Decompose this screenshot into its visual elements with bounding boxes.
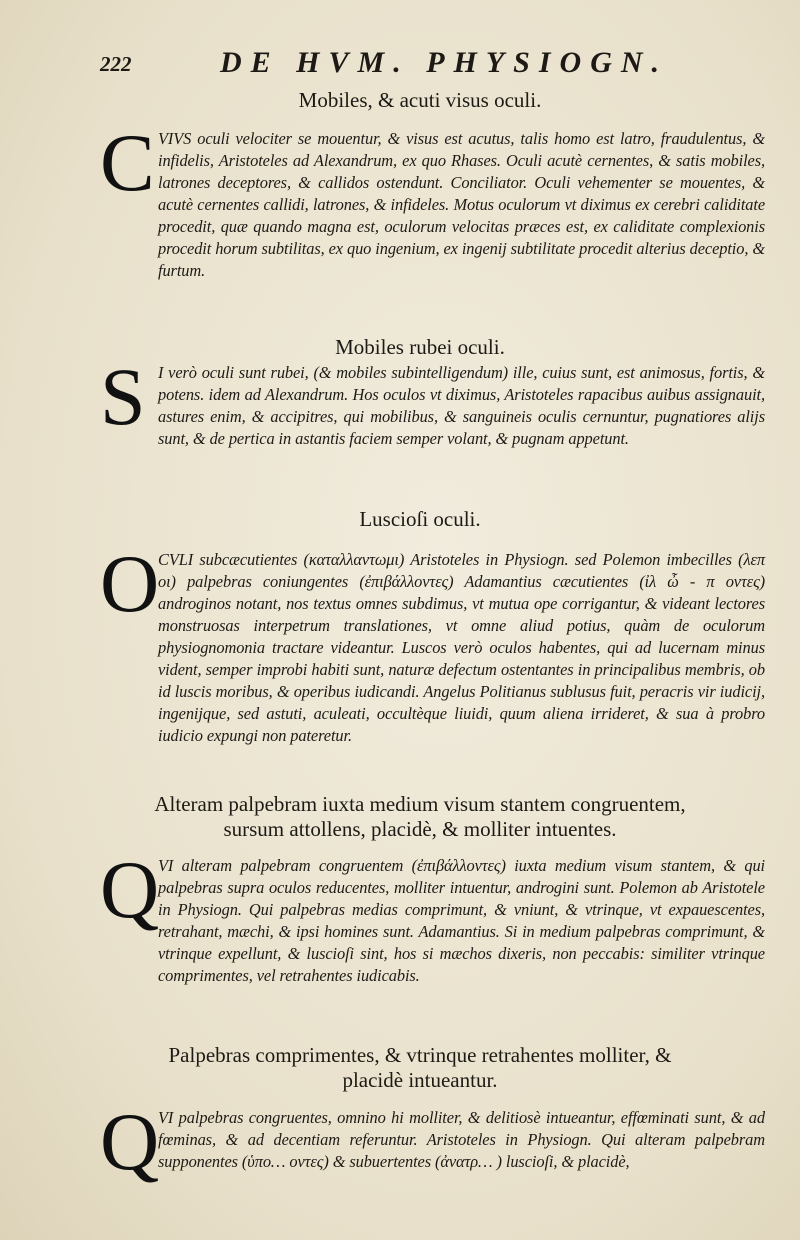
running-title: DE HVM. PHYSIOGN.	[220, 46, 669, 79]
drop-initial: C	[100, 117, 155, 208]
paragraph-text: VI alteram palpebram congruentem (ἐπιβάλλοντες) iuxta medium visum stantem, & qui palpebras supra oculos reducentes, molliter intuentur, androgini sunt. Polemon ab Aristotele in Physiogn. Qui palpebras medias comprimunt, & vniunt, & vtrinque, vt expauescentes, retrahant, mæchi, & ipsi homines sunt. Adamantius. Si in medium palpebras comprimunt, & vtrinque expellunt, & luscioſi sint, hos si mæchos dixeris, non peccabis: similiter vtrinque comprimentes, vel retrahentes iudicabis.	[158, 856, 765, 985]
section-heading: Palpebras comprimentes, & vtrinque retrahentes molliter, & placidè intueantur.	[168, 1043, 672, 1092]
page-number: 222	[100, 52, 132, 76]
section-heading: Alteram palpebram iuxta medium visum stantem congruentem, sursum attollens, placidè, & molliter intuentes.	[154, 792, 686, 841]
drop-initial: S	[100, 351, 146, 442]
page-header	[100, 44, 700, 84]
paragraph-text: VI palpebras congruentes, omnino hi molliter, & delitiosè intueantur, effœminati sunt, & ad fœminas, & ad decentiam referuntur. Aristoteles in Physiogn. Qui alteram palpebram supponentes (ὑπο… οντες) & subuertentes (ἀνατρ… ) luscioſi, & placidè,	[158, 1108, 765, 1171]
section-heading: Mobiles, & acuti visus oculi.	[298, 88, 542, 112]
section-paragraph	[100, 1096, 765, 1217]
section-heading: Luscioſi oculi.	[359, 507, 481, 531]
section-paragraph	[100, 538, 765, 769]
drop-initial: O	[100, 538, 160, 629]
section-paragraph	[100, 844, 765, 1005]
section-paragraph	[100, 351, 765, 482]
drop-initial: Q	[100, 1096, 160, 1187]
section-heading: Mobiles rubei oculi.	[335, 335, 505, 359]
section-paragraph	[100, 117, 765, 318]
paragraph-text: I verò oculi sunt rubei, (& mobiles subintelligendum) ille, cuius sunt, est animosus, fortis, & potens. idem ad Alexandrum. Hos oculos vt diximus, Aristoteles rapacibus auibus assignauit, astures enim, & accipitres, qui mobilibus, & sanguineis oculis cernuntur, pugnatiores alijs sunt, & de pertica in astantis faciem semper volant, & pugnam appetunt.	[158, 363, 765, 448]
paragraph-text: CVLI subcæcutientes (καταλλαντωμι) Aristoteles in Physiogn. sed Polemon imbecilles (λεπ οι) palpebras coniungentes (ἐπιβάλλοντες) Adamantius cæcutientes (ἰλ ὦ - π οντες) androginos notant, nos textus omnes subdimus, vt mutua ope corrigantur, & videant lectores monstruosas interpetrum translationes, vt omne aliud potius, quàm de oculorum physiognomonia tractare videantur. Luscos verò oculos habentes, qui ad lucernam minus vident, semper improbi habiti sunt, naturæ defectum ostentantes in principalibus membris, ob id luscis moribus, & operibus iudicandi. Angelus Politianus sublusus fuit, peracris vir iudicij, ingenijque, sed astuti, aculeati, occultèque liuidi, quum aliena irrideret, & sua à probro iudicio expungi non pateretur.	[158, 550, 765, 745]
paragraph-text: VIVS oculi velociter se mouentur, & visus est acutus, talis homo est latro, fraudulentus, & infidelis, Aristoteles ad Alexandrum, ex quo Rhases. Oculi acutè cernentes, & satis mobiles, latrones deceptores, & callidos ostendunt. Conciliator. Oculi vehementer se mouentes, & acutè cernentes callidi, latrones, & infideles. Motus oculorum vt diximus ex cerebri caliditate procedit, quæ quando magna est, oculorum velocitas præces est, ex caliditate complexionis procedit horum subtilitas, ex quo ingenium, ex ingenij subtilitate procedit alterius deceptio, & furtum.	[158, 129, 765, 280]
drop-initial: Q	[100, 844, 160, 935]
